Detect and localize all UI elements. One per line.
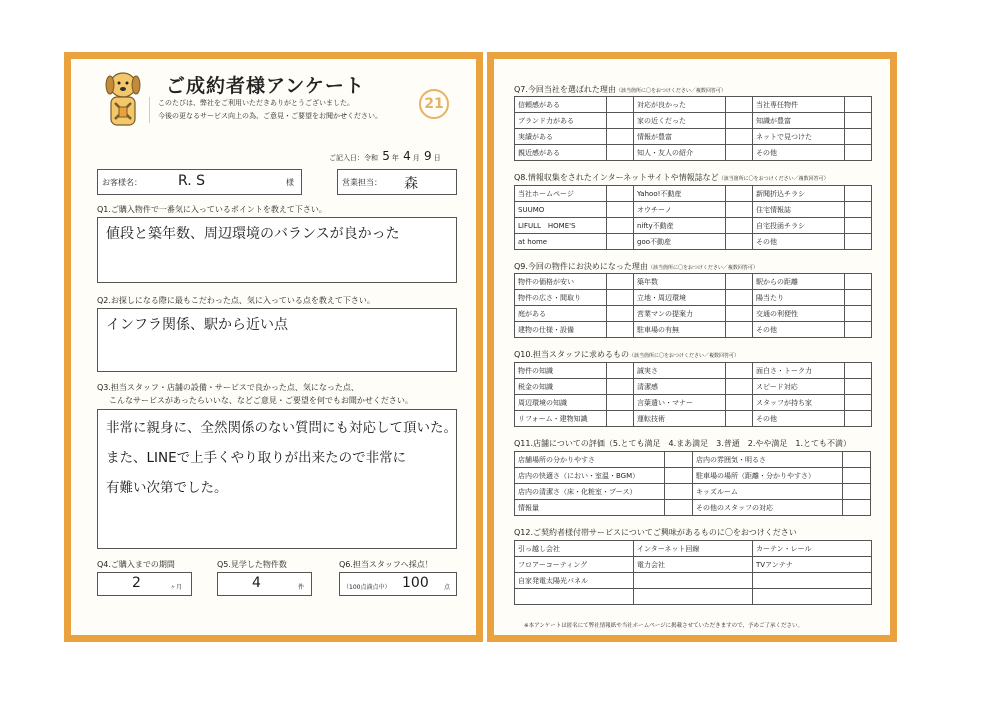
q7-option[interactable]: 情報が豊富	[634, 129, 726, 145]
q9-option[interactable]: 物件の価格が安い	[515, 274, 607, 290]
q6-prefix: （100点満点中）	[343, 584, 391, 591]
q7-check-cell[interactable]	[726, 113, 753, 129]
q11-option[interactable]: 店内の清潔さ（床・化粧室・ブース）	[515, 484, 665, 500]
q10-option[interactable]: スピード対応	[753, 379, 845, 395]
q11-option[interactable]: 店内の雰囲気・明るさ	[693, 452, 843, 468]
q12-options-table	[514, 540, 872, 605]
q12-option[interactable]: フロアーコーティング	[515, 557, 634, 573]
q8-label	[514, 172, 829, 183]
q8-option[interactable]: オウチーノ	[634, 202, 726, 218]
q12-option[interactable]	[634, 589, 753, 605]
q9-check-cell[interactable]	[726, 274, 753, 290]
q10-option[interactable]: 税金の知識	[515, 379, 607, 395]
q7-row	[515, 129, 872, 145]
date-day[interactable]: 9	[423, 149, 432, 163]
q7-option[interactable]: 知識が豊富	[753, 113, 845, 129]
q12-option[interactable]	[753, 573, 872, 589]
q10-check-cell[interactable]	[607, 411, 634, 427]
q8-check-cell[interactable]	[607, 234, 634, 250]
q9-row	[515, 306, 872, 322]
q12-label: Q12.ご契約者様付帯サービスについてご興味があるものに〇をおつけください	[514, 528, 797, 537]
q10-check-cell[interactable]	[607, 379, 634, 395]
q4-answer-box[interactable]	[97, 572, 192, 596]
q11-row	[515, 468, 871, 484]
q9-row	[515, 274, 872, 290]
q10-check-cell[interactable]	[726, 363, 753, 379]
q11-option[interactable]: 店舗場所の分かりやすさ	[515, 452, 665, 468]
q8-option[interactable]: 住宅情報誌	[753, 202, 845, 218]
q11-row	[515, 500, 871, 516]
q9-option[interactable]: 物件の広さ・間取り	[515, 290, 607, 306]
q7-check-cell[interactable]	[607, 113, 634, 129]
q8-check-cell[interactable]	[726, 218, 753, 234]
q10-check-cell[interactable]	[845, 379, 872, 395]
q4-unit: ヶ月	[170, 584, 183, 591]
q9-check-cell[interactable]	[845, 322, 872, 338]
q9-check-cell[interactable]	[607, 290, 634, 306]
q10-label	[514, 349, 739, 360]
q3-answer-box[interactable]	[97, 409, 457, 549]
q9-check-cell[interactable]	[607, 306, 634, 322]
q8-row	[515, 218, 872, 234]
q11-check-cell[interactable]	[665, 468, 693, 484]
q11-option[interactable]: 情報量	[515, 500, 665, 516]
q7-row	[515, 97, 872, 113]
q9-row	[515, 322, 872, 338]
q10-option[interactable]: 誠実さ	[634, 363, 726, 379]
q12-option[interactable]: 電力会社	[634, 557, 753, 573]
q7-option[interactable]: ネットで見つけた	[753, 129, 845, 145]
date-month-unit: 月	[412, 154, 420, 162]
q11-check-cell[interactable]	[843, 500, 871, 516]
q7-option[interactable]: 家の近くだった	[634, 113, 726, 129]
q8-check-cell[interactable]	[726, 186, 753, 202]
q1-label: Q1.ご購入物件で一番気に入っているポイントを教えて下さい。	[97, 205, 327, 214]
q8-option[interactable]: SUUMO	[515, 202, 607, 218]
q6-label: Q6.担当スタッフへ採点！	[339, 560, 433, 569]
q10-option[interactable]: 言葉遣い・マナー	[634, 395, 726, 411]
q10-row	[515, 395, 872, 411]
q8-options-table	[514, 185, 872, 250]
q7-check-cell[interactable]	[607, 129, 634, 145]
q7-option[interactable]: ブランド力がある	[515, 113, 607, 129]
q9-option[interactable]: 建物の仕様・設備	[515, 322, 607, 338]
q7-check-cell[interactable]	[845, 97, 872, 113]
q10-option[interactable]: 運転技術	[634, 411, 726, 427]
q9-check-cell[interactable]	[845, 274, 872, 290]
q10-check-cell[interactable]	[726, 395, 753, 411]
q3-label-2: こんなサービスがあったらいいな、などご意見・ご要望を何でもお聞かせください。	[109, 396, 413, 405]
q11-check-cell[interactable]	[843, 468, 871, 484]
customer-name-field[interactable]	[97, 169, 302, 195]
q7-option[interactable]: 実績がある	[515, 129, 607, 145]
greeting-line: 今後の更なるサービス向上の為、ご意見・ご要望をお聞かせください。	[158, 112, 382, 120]
customer-name-label: お客様名：	[102, 178, 142, 187]
q9-check-cell[interactable]	[726, 322, 753, 338]
q9-options-table	[514, 273, 872, 338]
q9-check-cell[interactable]	[607, 322, 634, 338]
q10-check-cell[interactable]	[607, 395, 634, 411]
q8-check-cell[interactable]	[607, 202, 634, 218]
q8-check-cell[interactable]	[607, 218, 634, 234]
q7-check-cell[interactable]	[726, 129, 753, 145]
q9-option[interactable]: 営業マンの提案力	[634, 306, 726, 322]
q12-option[interactable]	[753, 589, 872, 605]
q2-answer-box[interactable]	[97, 308, 457, 372]
q7-check-cell[interactable]	[845, 145, 872, 161]
q7-option[interactable]: 知人・友人の紹介	[634, 145, 726, 161]
q8-check-cell[interactable]	[845, 202, 872, 218]
q9-check-cell[interactable]	[607, 274, 634, 290]
q7-row	[515, 113, 872, 129]
q7-check-cell[interactable]	[607, 97, 634, 113]
q8-option[interactable]: LIFULL HOME'S	[515, 218, 607, 234]
q3-answer-line: 非常に親身に、全然関係のない質問にも対応して頂いた。	[106, 420, 457, 436]
q9-option[interactable]: 陽当たり	[753, 290, 845, 306]
greeting-text	[149, 97, 389, 123]
q7-note: （該当箇所に〇をおつけください／複数回答可）	[615, 88, 726, 94]
q9-option[interactable]: 立地・周辺環境	[634, 290, 726, 306]
q6-unit: 点	[444, 584, 451, 591]
q12-option[interactable]	[515, 589, 634, 605]
q10-check-cell[interactable]	[845, 395, 872, 411]
q9-check-cell[interactable]	[726, 306, 753, 322]
q10-check-cell[interactable]	[845, 411, 872, 427]
q11-check-cell[interactable]	[665, 500, 693, 516]
q10-row	[515, 379, 872, 395]
q7-label	[514, 84, 726, 95]
date-month[interactable]: 4	[403, 149, 411, 163]
q10-check-cell[interactable]	[845, 363, 872, 379]
q10-option[interactable]: スタッフが持ち家	[753, 395, 845, 411]
q3-answer-line: また、LINEで上手くやり取りが出来たので非常に	[106, 450, 407, 466]
number-21-badge-icon: 21	[419, 89, 449, 119]
q11-row	[515, 452, 871, 468]
q8-row	[515, 234, 872, 250]
q7-option[interactable]: 信頼感がある	[515, 97, 607, 113]
q12-row	[515, 541, 872, 557]
q7-check-cell[interactable]	[607, 145, 634, 161]
q9-note: （該当箇所に〇をおつけください／複数回答可）	[647, 265, 758, 271]
q9-row	[515, 290, 872, 306]
q5-label: Q5.見学した物件数	[217, 560, 287, 569]
q6-answer-box[interactable]	[339, 572, 457, 596]
q8-title: Q8.情報収集をされたインターネットサイトや情報誌など	[514, 173, 719, 182]
q12-option[interactable]: インターネット回線	[634, 541, 753, 557]
staff-label: 営業担当：	[342, 178, 382, 187]
q7-option[interactable]: 対応が良かった	[634, 97, 726, 113]
q7-row	[515, 145, 872, 161]
q10-options-table	[514, 362, 872, 427]
q4-label: Q4.ご購入までの期間	[97, 560, 175, 569]
q6-value: 100	[402, 575, 429, 591]
q8-option[interactable]: Yahoo!不動産	[634, 186, 726, 202]
q12-option[interactable]: 引っ越し会社	[515, 541, 634, 557]
q9-option[interactable]: 築年数	[634, 274, 726, 290]
q8-option[interactable]: 新聞折込チラシ	[753, 186, 845, 202]
q8-option[interactable]: その他	[753, 234, 845, 250]
q7-check-cell[interactable]	[845, 113, 872, 129]
q9-title: Q9.今回の物件にお決めになった理由	[514, 262, 648, 271]
q5-value: 4	[252, 575, 261, 591]
q12-row	[515, 589, 872, 605]
date-year[interactable]: 5	[382, 149, 390, 163]
q7-option[interactable]: その他	[753, 145, 845, 161]
q12-row	[515, 557, 872, 573]
q1-answer: 値段と築年数、周辺環境のバランスが良かった	[106, 226, 400, 242]
q11-label: Q11.店舗についての評価（5.とても満足 4.まあ満足 3.普通 2.やや満足 1.とても不満）	[514, 439, 852, 448]
q8-note: （該当箇所に〇をおつけください／複数回答可）	[718, 176, 829, 182]
q7-options-table	[514, 96, 872, 161]
q8-row	[515, 186, 872, 202]
q9-check-cell[interactable]	[726, 290, 753, 306]
q11-options-table	[514, 451, 871, 516]
q10-option[interactable]: 物件の知識	[515, 363, 607, 379]
q9-option[interactable]: 庭がある	[515, 306, 607, 322]
q10-option[interactable]: リフォーム・建物知識	[515, 411, 607, 427]
customer-name-suffix: 様	[286, 178, 294, 187]
q12-option[interactable]: 自家発電太陽光パネル	[515, 573, 634, 589]
q7-option[interactable]: 親近感がある	[515, 145, 607, 161]
footer-note: ※本アンケートは匿名にて弊社情報紙や当社ホームページに掲載させていただきますので、予めご了承ください。	[524, 623, 804, 629]
survey-right-panel	[487, 52, 897, 642]
q9-option[interactable]: 駐車場の有無	[634, 322, 726, 338]
q8-option[interactable]: 自宅投函チラシ	[753, 218, 845, 234]
q8-check-cell[interactable]	[845, 234, 872, 250]
q4-value: 2	[132, 575, 141, 591]
date-field	[329, 149, 441, 163]
q9-check-cell[interactable]	[845, 290, 872, 306]
q3-answer-line: 有難い次第でした。	[106, 480, 228, 496]
q7-option[interactable]: 当社専任物件	[753, 97, 845, 113]
q2-label: Q2.お探しになる際に最もこだわった点、気に入っている点を教えて下さい。	[97, 296, 375, 305]
q1-answer-box[interactable]	[97, 217, 457, 283]
staff-field[interactable]	[337, 169, 457, 195]
q10-check-cell[interactable]	[607, 363, 634, 379]
q10-note: （該当箇所に〇をおつけください／複数回答可）	[629, 353, 739, 359]
q10-check-cell[interactable]	[726, 411, 753, 427]
q10-option[interactable]: 清潔感	[634, 379, 726, 395]
date-year-unit: 年	[391, 154, 399, 162]
q11-check-cell[interactable]	[665, 484, 693, 500]
q9-option[interactable]: その他	[753, 322, 845, 338]
q11-row	[515, 484, 871, 500]
q8-option[interactable]: nifty不動産	[634, 218, 726, 234]
q9-label	[514, 261, 758, 272]
q7-check-cell[interactable]	[845, 129, 872, 145]
q10-option[interactable]: 面白さ・トーク力	[753, 363, 845, 379]
q8-option[interactable]: at home	[515, 234, 607, 250]
q9-option[interactable]: 駅からの距離	[753, 274, 845, 290]
q5-unit: 件	[298, 584, 305, 591]
q12-option[interactable]: TVアンテナ	[753, 557, 872, 573]
q11-option[interactable]: キッズルーム	[693, 484, 843, 500]
q11-check-cell[interactable]	[843, 484, 871, 500]
q5-answer-box[interactable]	[217, 572, 312, 596]
q8-check-cell[interactable]	[845, 218, 872, 234]
staff-value: 森	[404, 176, 418, 192]
q10-option[interactable]: 周辺環境の知識	[515, 395, 607, 411]
q12-row	[515, 573, 872, 589]
q9-check-cell[interactable]	[845, 306, 872, 322]
q7-title: Q7.今回当社を選ばれた理由	[514, 85, 616, 94]
q7-check-cell[interactable]	[726, 145, 753, 161]
q3-label: Q3.担当スタッフ・店舗の設備・サービスで良かった点、気になった点、	[97, 383, 359, 392]
survey-left-panel	[64, 52, 483, 642]
q10-row	[515, 363, 872, 379]
q8-row	[515, 202, 872, 218]
q7-check-cell[interactable]	[726, 97, 753, 113]
q8-check-cell[interactable]	[845, 186, 872, 202]
q2-answer: インフラ関係、駅から近い点	[106, 317, 288, 333]
q12-option[interactable]: カーテン・レール	[753, 541, 872, 557]
q11-option[interactable]: 店内の快適さ（におい・室温・BGM）	[515, 468, 665, 484]
date-day-unit: 日	[433, 154, 441, 162]
date-label: ご記入日：令和	[329, 154, 378, 162]
q8-option[interactable]: 当社ホームページ	[515, 186, 607, 202]
q8-check-cell[interactable]	[607, 186, 634, 202]
q10-option[interactable]: その他	[753, 411, 845, 427]
q12-option[interactable]	[634, 573, 753, 589]
q10-title: Q10.担当スタッフに求めるもの	[514, 350, 630, 359]
q10-row	[515, 411, 872, 427]
q11-option[interactable]: その他のスタッフの対応	[693, 500, 843, 516]
greeting-line: このたびは、弊社をご利用いただきありがとうございました。	[158, 99, 354, 107]
q10-check-cell[interactable]	[726, 379, 753, 395]
q8-option[interactable]: goo不動産	[634, 234, 726, 250]
q11-check-cell[interactable]	[665, 452, 693, 468]
q8-check-cell[interactable]	[726, 202, 753, 218]
q11-check-cell[interactable]	[843, 452, 871, 468]
q8-check-cell[interactable]	[726, 234, 753, 250]
q9-option[interactable]: 交通の利便性	[753, 306, 845, 322]
survey-title: ご成約者様アンケート	[166, 75, 365, 97]
customer-name-value: R. S	[178, 173, 206, 189]
dog-mascot-icon	[101, 69, 145, 133]
q11-option[interactable]: 駐車場の場所（距離・分かりやすさ）	[693, 468, 843, 484]
